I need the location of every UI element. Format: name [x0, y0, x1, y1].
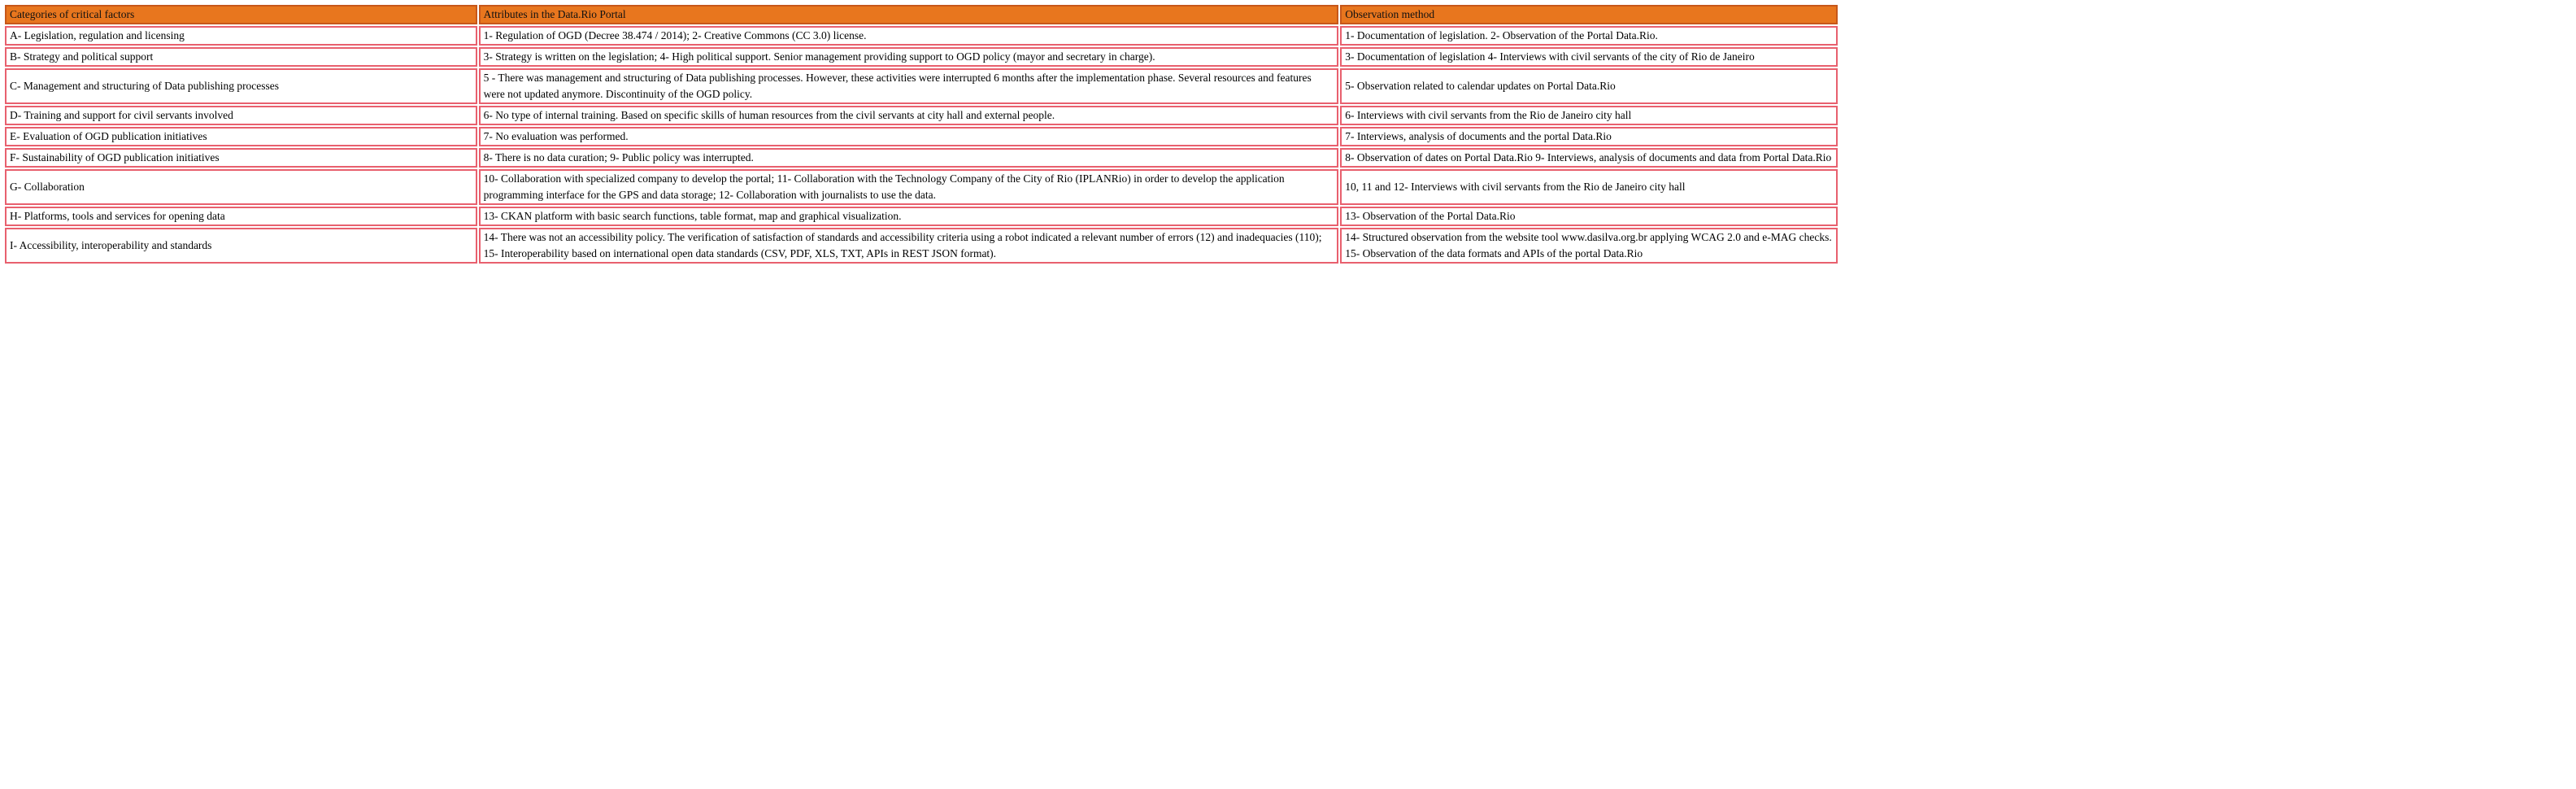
- category-cell: F- Sustainability of OGD publication initiatives: [5, 148, 477, 168]
- table-header: [5, 5, 1838, 24]
- category-cell: E- Evaluation of OGD publication initiatives: [5, 127, 477, 146]
- attributes-cell: 10- Collaboration with specialized company to develop the portal; 11- Collaboration with the Technology Company of the City of Rio (IPLANRio) in order to develop the application programming interface for the GPS and data storage; 12- Collaboration with journalists to use the data.: [479, 169, 1339, 205]
- category-cell: G- Collaboration: [5, 169, 477, 205]
- category-cell: C- Management and structuring of Data publishing processes: [5, 68, 477, 104]
- method-cell: 13- Observation of the Portal Data.Rio: [1340, 207, 1838, 226]
- method-cell: 3- Documentation of legislation 4- Interviews with civil servants of the city of Rio de Janeiro: [1340, 47, 1838, 67]
- header-row: [5, 5, 1838, 24]
- header-categories: Categories of critical factors: [5, 5, 477, 24]
- table-row: [5, 68, 1838, 104]
- table-row: [5, 207, 1838, 226]
- attributes-cell: 8- There is no data curation; 9- Public policy was interrupted.: [479, 148, 1339, 168]
- attributes-cell: 1- Regulation of OGD (Decree 38.474 / 2014); 2- Creative Commons (CC 3.0) license.: [479, 26, 1339, 46]
- attributes-cell: 5 - There was management and structuring of Data publishing processes. However, these activities were interrupted 6 months after the implementation phase. Several resources and features were not updated anymore. Discontinuity of the OGD policy.: [479, 68, 1339, 104]
- table-row: [5, 26, 1838, 46]
- header-attributes: Attributes in the Data.Rio Portal: [479, 5, 1339, 24]
- table-row: [5, 127, 1838, 146]
- attributes-cell: 6- No type of internal training. Based on specific skills of human resources from the civil servants at city hall and external people.: [479, 106, 1339, 125]
- method-cell: 1- Documentation of legislation. 2- Observation of the Portal Data.Rio.: [1340, 26, 1838, 46]
- attributes-cell: 3- Strategy is written on the legislation; 4- High political support. Senior management providing support to OGD policy (mayor and secretary in charge).: [479, 47, 1339, 67]
- table-row: [5, 169, 1838, 205]
- attributes-cell: 7- No evaluation was performed.: [479, 127, 1339, 146]
- table-row: [5, 47, 1838, 67]
- method-cell: 5- Observation related to calendar updates on Portal Data.Rio: [1340, 68, 1838, 104]
- header-observation-method: Observation method: [1340, 5, 1838, 24]
- table-row: [5, 148, 1838, 168]
- method-cell: 6- Interviews with civil servants from the Rio de Janeiro city hall: [1340, 106, 1838, 125]
- category-cell: H- Platforms, tools and services for opening data: [5, 207, 477, 226]
- category-cell: D- Training and support for civil servants involved: [5, 106, 477, 125]
- attributes-cell: 14- There was not an accessibility policy. The verification of satisfaction of standards and accessibility criteria using a robot indicated a relevant number of errors (12) and inadequacies (110); 15- Interoperability based on international open data standards (CSV, PDF, XLS, TXT, APIs in REST JSON format).: [479, 228, 1339, 264]
- method-cell: 8- Observation of dates on Portal Data.Rio 9- Interviews, analysis of documents and data from Portal Data.Rio: [1340, 148, 1838, 168]
- category-cell: A- Legislation, regulation and licensing: [5, 26, 477, 46]
- attributes-cell: 13- CKAN platform with basic search functions, table format, map and graphical visualization.: [479, 207, 1339, 226]
- method-cell: 10, 11 and 12- Interviews with civil servants from the Rio de Janeiro city hall: [1340, 169, 1838, 205]
- method-cell: 7- Interviews, analysis of documents and the portal Data.Rio: [1340, 127, 1838, 146]
- category-cell: I- Accessibility, interoperability and standards: [5, 228, 477, 264]
- method-cell: 14- Structured observation from the website tool www.dasilva.org.br applying WCAG 2.0 and e-MAG checks. 15- Observation of the data formats and APIs of the portal Data.Rio: [1340, 228, 1838, 264]
- critical-factors-table-container: [3, 3, 1839, 265]
- category-cell: B- Strategy and political support: [5, 47, 477, 67]
- table-row: [5, 106, 1838, 125]
- table-row: [5, 228, 1838, 264]
- table-body: [5, 26, 1838, 264]
- critical-factors-table: [3, 3, 1839, 265]
